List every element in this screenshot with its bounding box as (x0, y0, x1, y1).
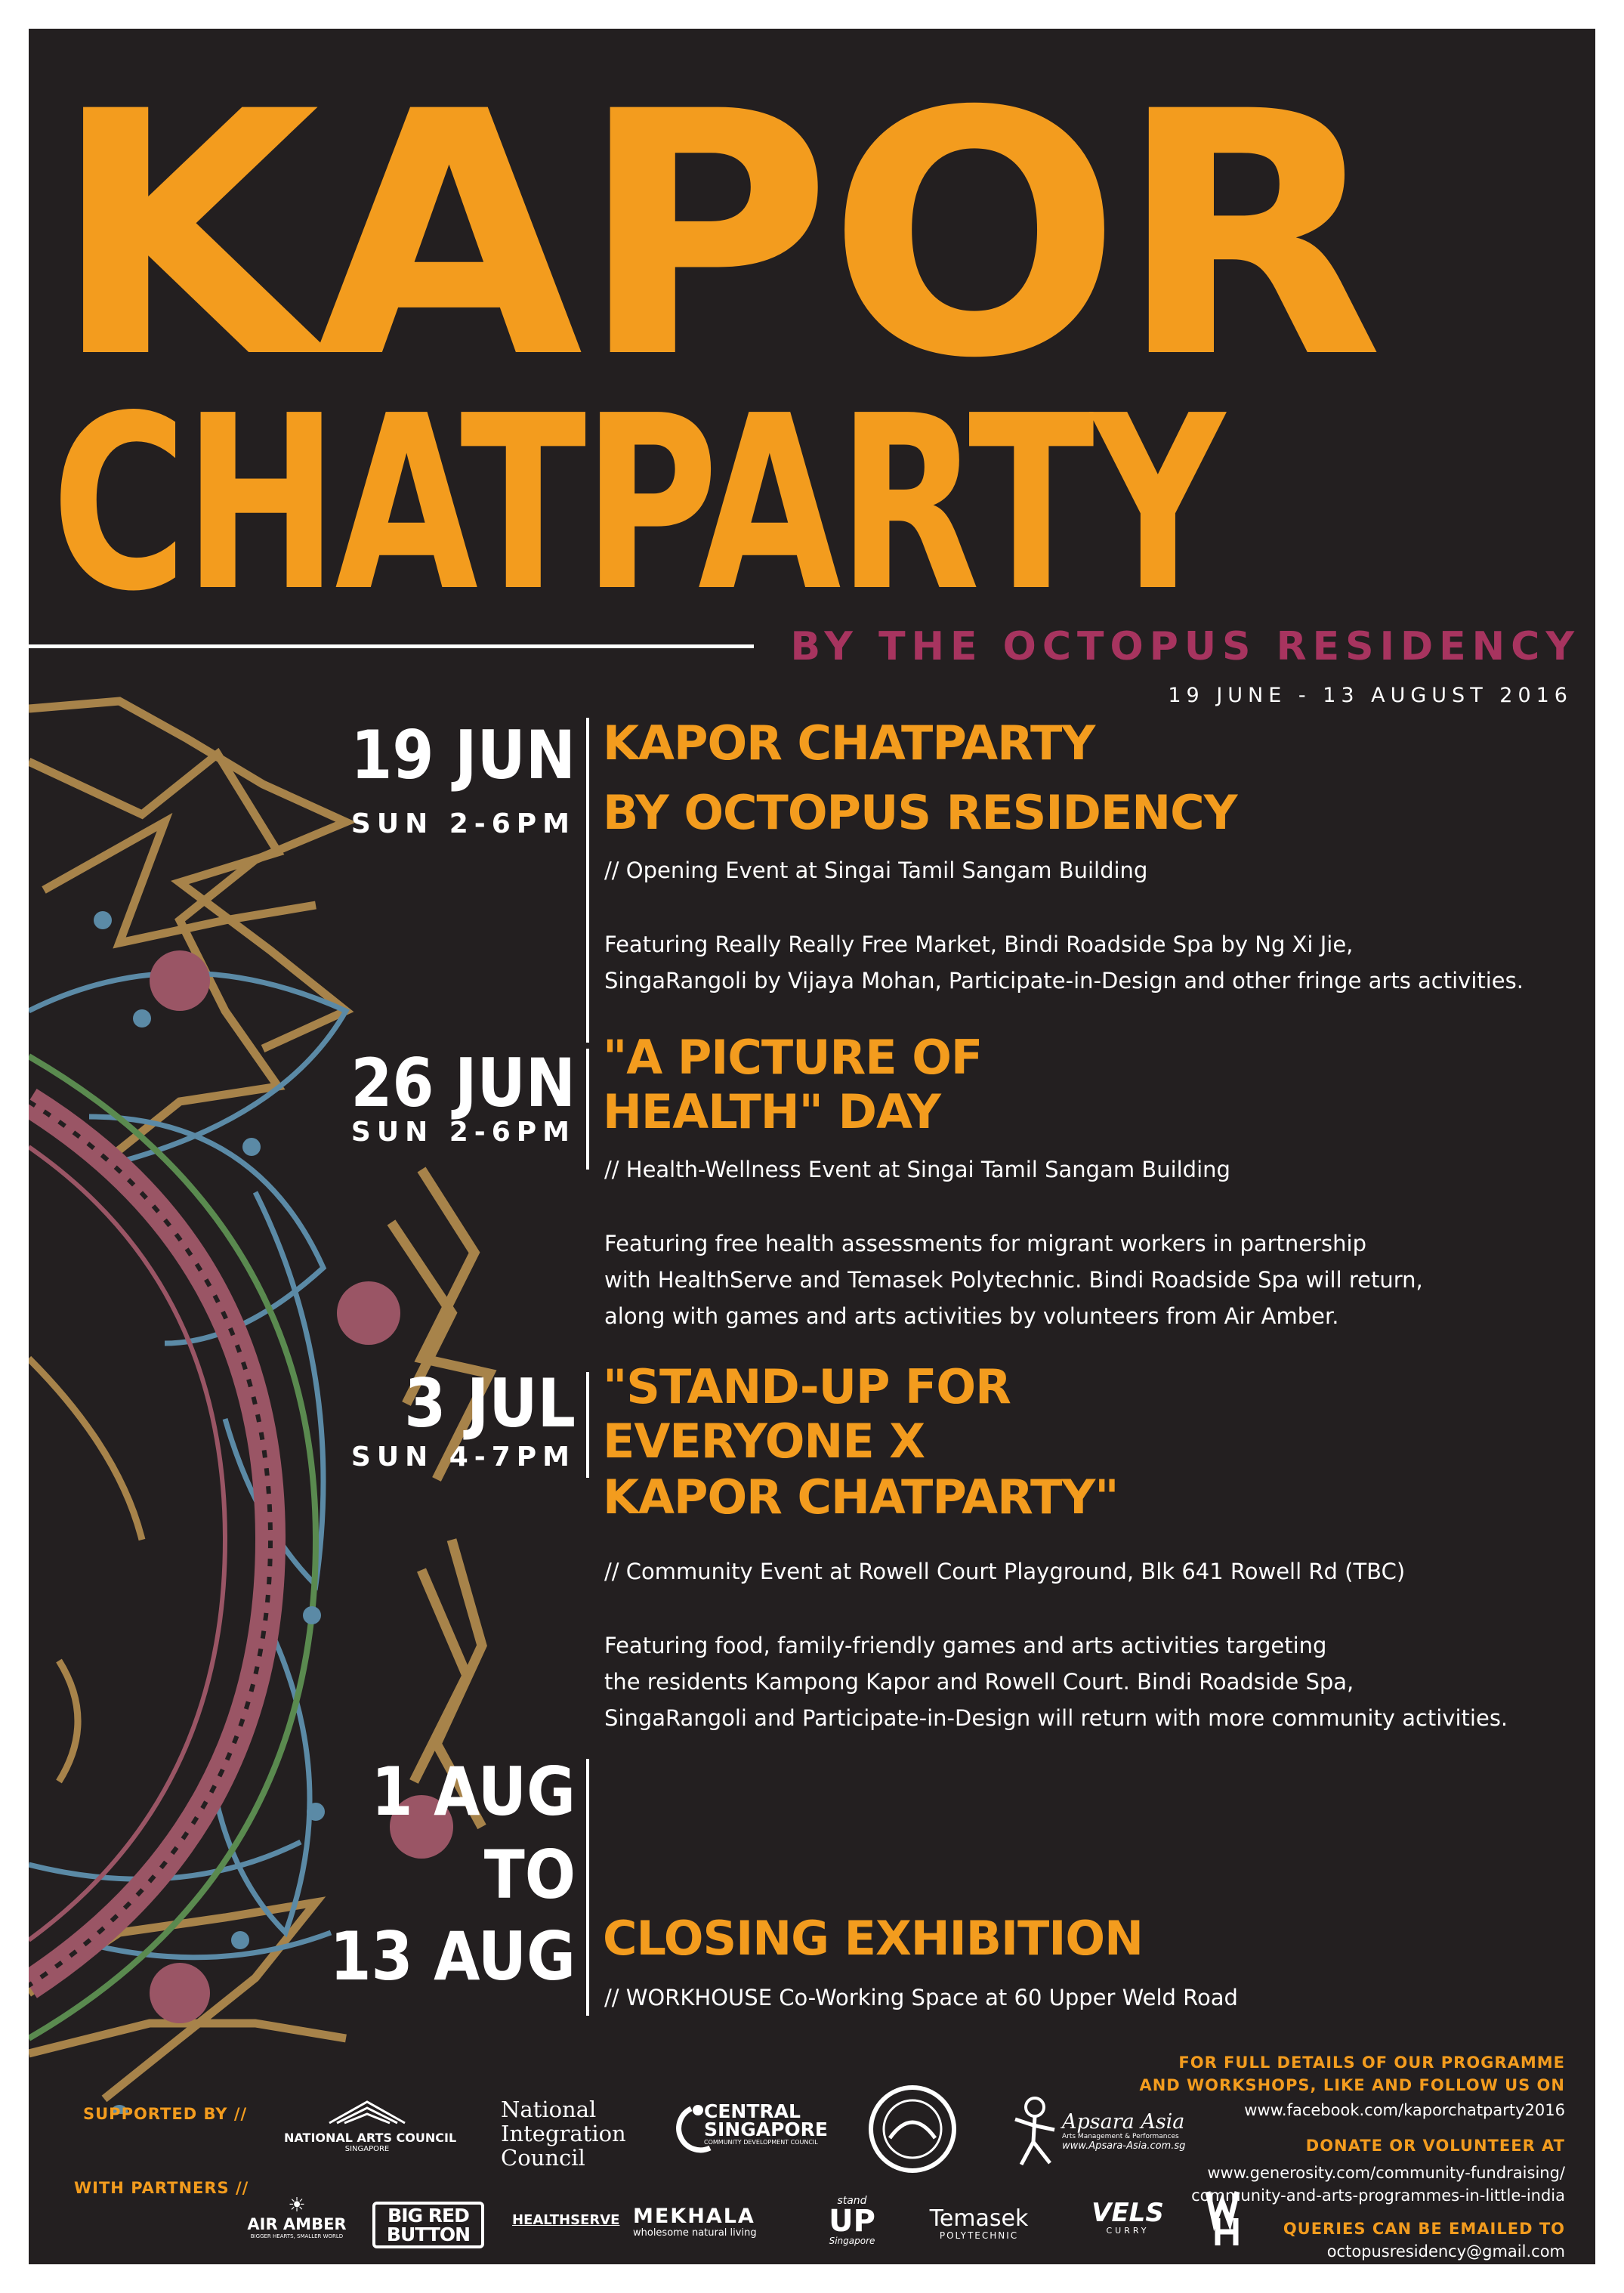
donate-link-line-2[interactable]: community-and-arts-programmes-in-little-india (1191, 2186, 1565, 2205)
temasek-sub: POLYTECHNIC (939, 2230, 1019, 2241)
sun-icon: ☀ (288, 2194, 306, 2217)
event-divider (586, 1759, 589, 2016)
workhouse-logo (1204, 2188, 1249, 2248)
temasek-logo (911, 2205, 1047, 2241)
event-3-date: 3 JUL (404, 1364, 576, 1442)
title-chatparty: CHATPARTY (51, 364, 1221, 644)
email-link[interactable]: octopusresidency@gmail.com (1326, 2242, 1565, 2261)
mekhala-tagline: wholesome natural living (633, 2227, 757, 2239)
healthserve-logo: HEALTHSERVE (512, 2212, 620, 2228)
event-3-desc-line-3: SingaRangoli and Participate-in-Design will return with more community activities. (604, 1705, 1508, 1731)
event-1-title-line-2: BY OCTOPUS RESIDENCY (603, 785, 1237, 840)
standup-line-3: Singapore (829, 2236, 875, 2246)
vels-curry-logo (1079, 2200, 1177, 2236)
nic-logo (501, 2097, 626, 2170)
standup-line-1: stand (837, 2195, 867, 2207)
central-singapore-logo (665, 2100, 829, 2146)
event-2-desc-line-1: Featuring free health assessments for migrant workers in partnership (604, 1231, 1367, 1256)
nac-logo (284, 2097, 457, 2153)
event-3-desc-line-2: the residents Kampong Kapor and Rowell Court. Bindi Roadside Spa, (604, 1669, 1354, 1695)
mekhala-name: MEKHALA (633, 2205, 755, 2228)
stand-up-singapore-logo (814, 2196, 890, 2245)
event-3-title-line-3: KAPOR CHATPARTY" (603, 1469, 1119, 1525)
apsara-name: Apsara Asia (1062, 2110, 1185, 2134)
event-1-time: SUN 2-6PM (350, 808, 576, 839)
event-3-desc-line-1: Featuring food, family-friendly games and arts activities targeting (604, 1633, 1327, 1658)
event-divider (586, 1372, 589, 1478)
nac-mark-icon (326, 2097, 409, 2128)
big-red-button-logo (372, 2202, 484, 2248)
nac-country: SINGAPORE (344, 2145, 390, 2153)
central-singapore-mark-icon (665, 2103, 718, 2163)
event-1-title-line-1: KAPOR CHATPARTY (603, 715, 1095, 771)
cs-line-3: COMMUNITY DEVELOPMENT COUNCIL (704, 2139, 818, 2146)
event-2-title-line-2: HEALTH" DAY (603, 1084, 940, 1139)
cs-line-2: SINGAPORE (704, 2118, 829, 2140)
nic-line-1: National (501, 2097, 597, 2122)
brb-line-1: BIG RED (387, 2205, 469, 2227)
event-1-date: 19 JUN (350, 716, 576, 794)
event-2-venue: // Health-Wellness Event at Singai Tamil Sangam Building (604, 1157, 1230, 1182)
event-2-desc-line-3: along with games and arts activities by volunteers from Air Amber. (604, 1303, 1339, 1329)
nac-name: NATIONAL ARTS COUNCIL (284, 2131, 457, 2145)
date-range: 19 JUNE - 13 AUGUST 2016 (1168, 684, 1573, 707)
event-3-title-line-2: EVERYONE X (603, 1414, 925, 1469)
event-2-time: SUN 2-6PM (350, 1117, 576, 1148)
subtitle: BY THE OCTOPUS RESIDENCY (790, 624, 1580, 669)
donate-heading: DONATE OR VOLUNTEER AT (1305, 2137, 1565, 2155)
event-4-date-line-3: 13 AUG (329, 1918, 576, 1995)
event-divider (586, 1049, 589, 1170)
temasek-name: Temasek (929, 2205, 1029, 2232)
singai-tamil-sangam-seal (867, 2084, 958, 2174)
event-3-title-line-1: "STAND-UP FOR (603, 1359, 1011, 1414)
query-heading: QUERIES CAN BE EMAILED TO (1283, 2220, 1565, 2238)
title-divider (29, 644, 754, 648)
supported-by-label: SUPPORTED BY // (83, 2105, 248, 2123)
facebook-link[interactable]: www.facebook.com/kaporchatparty2016 (1244, 2101, 1565, 2119)
event-4-title: CLOSING EXHIBITION (603, 1911, 1143, 1966)
air-amber-name: AIR AMBER (247, 2215, 347, 2233)
nic-line-2: Integration (501, 2121, 626, 2146)
donate-link-line-1[interactable]: www.generosity.com/community-fundraising/ (1207, 2164, 1565, 2182)
event-3-venue: // Community Event at Rowell Court Playground, Blk 641 Rowell Rd (TBC) (604, 1559, 1406, 1584)
event-3-time: SUN 4-7PM (350, 1442, 576, 1473)
event-2-desc-line-2: with HealthServe and Temasek Polytechnic. Bindi Roadside Spa will return, (604, 1267, 1423, 1293)
air-amber-tagline: BIGGER HEARTS, SMALLER WORLD (250, 2233, 344, 2239)
event-1-desc-line-2: SingaRangoli by Vijaya Mohan, Participate-in-Design and other fringe arts activities. (604, 968, 1524, 994)
with-partners-label: WITH PARTNERS // (74, 2179, 249, 2197)
dancer-figure-icon (1011, 2095, 1064, 2171)
event-divider (586, 718, 589, 1043)
follow-heading-1: FOR FULL DETAILS OF OUR PROGRAMME (1178, 2054, 1565, 2072)
vels-sub: CURRY (1106, 2226, 1150, 2236)
apsara-url: www.Apsara-Asia.com.sg (1062, 2140, 1186, 2152)
apsara-tagline: Arts Management & Performances (1062, 2133, 1179, 2140)
standup-line-2: UP (829, 2204, 875, 2239)
nic-line-3: Council (501, 2145, 585, 2171)
brb-line-2: BUTTON (386, 2223, 471, 2245)
cs-line-1: CENTRAL (704, 2100, 801, 2122)
mekhala-logo (633, 2206, 757, 2239)
title-kapor: KAPOR (51, 40, 1379, 431)
apsara-asia-logo (1011, 2095, 1185, 2152)
event-4-date-line-1: 1 AUG (371, 1753, 576, 1831)
event-2-title-line-1: "A PICTURE OF (603, 1030, 983, 1085)
event-2-date: 26 JUN (350, 1044, 576, 1122)
air-amber-logo (225, 2196, 369, 2239)
poster (29, 29, 1595, 2264)
vels-name: VELS (1091, 2198, 1164, 2228)
event-1-venue: // Opening Event at Singai Tamil Sangam Building (604, 858, 1148, 883)
follow-heading-2: AND WORKSHOPS, LIKE AND FOLLOW US ON (1139, 2076, 1565, 2094)
event-1-desc-line-1: Featuring Really Really Free Market, Bindi Roadside Spa by Ng Xi Jie, (604, 932, 1354, 957)
event-4-venue: // WORKHOUSE Co-Working Space at 60 Upper Weld Road (604, 1985, 1238, 2010)
event-4-date-line-2: TO (483, 1836, 576, 1914)
